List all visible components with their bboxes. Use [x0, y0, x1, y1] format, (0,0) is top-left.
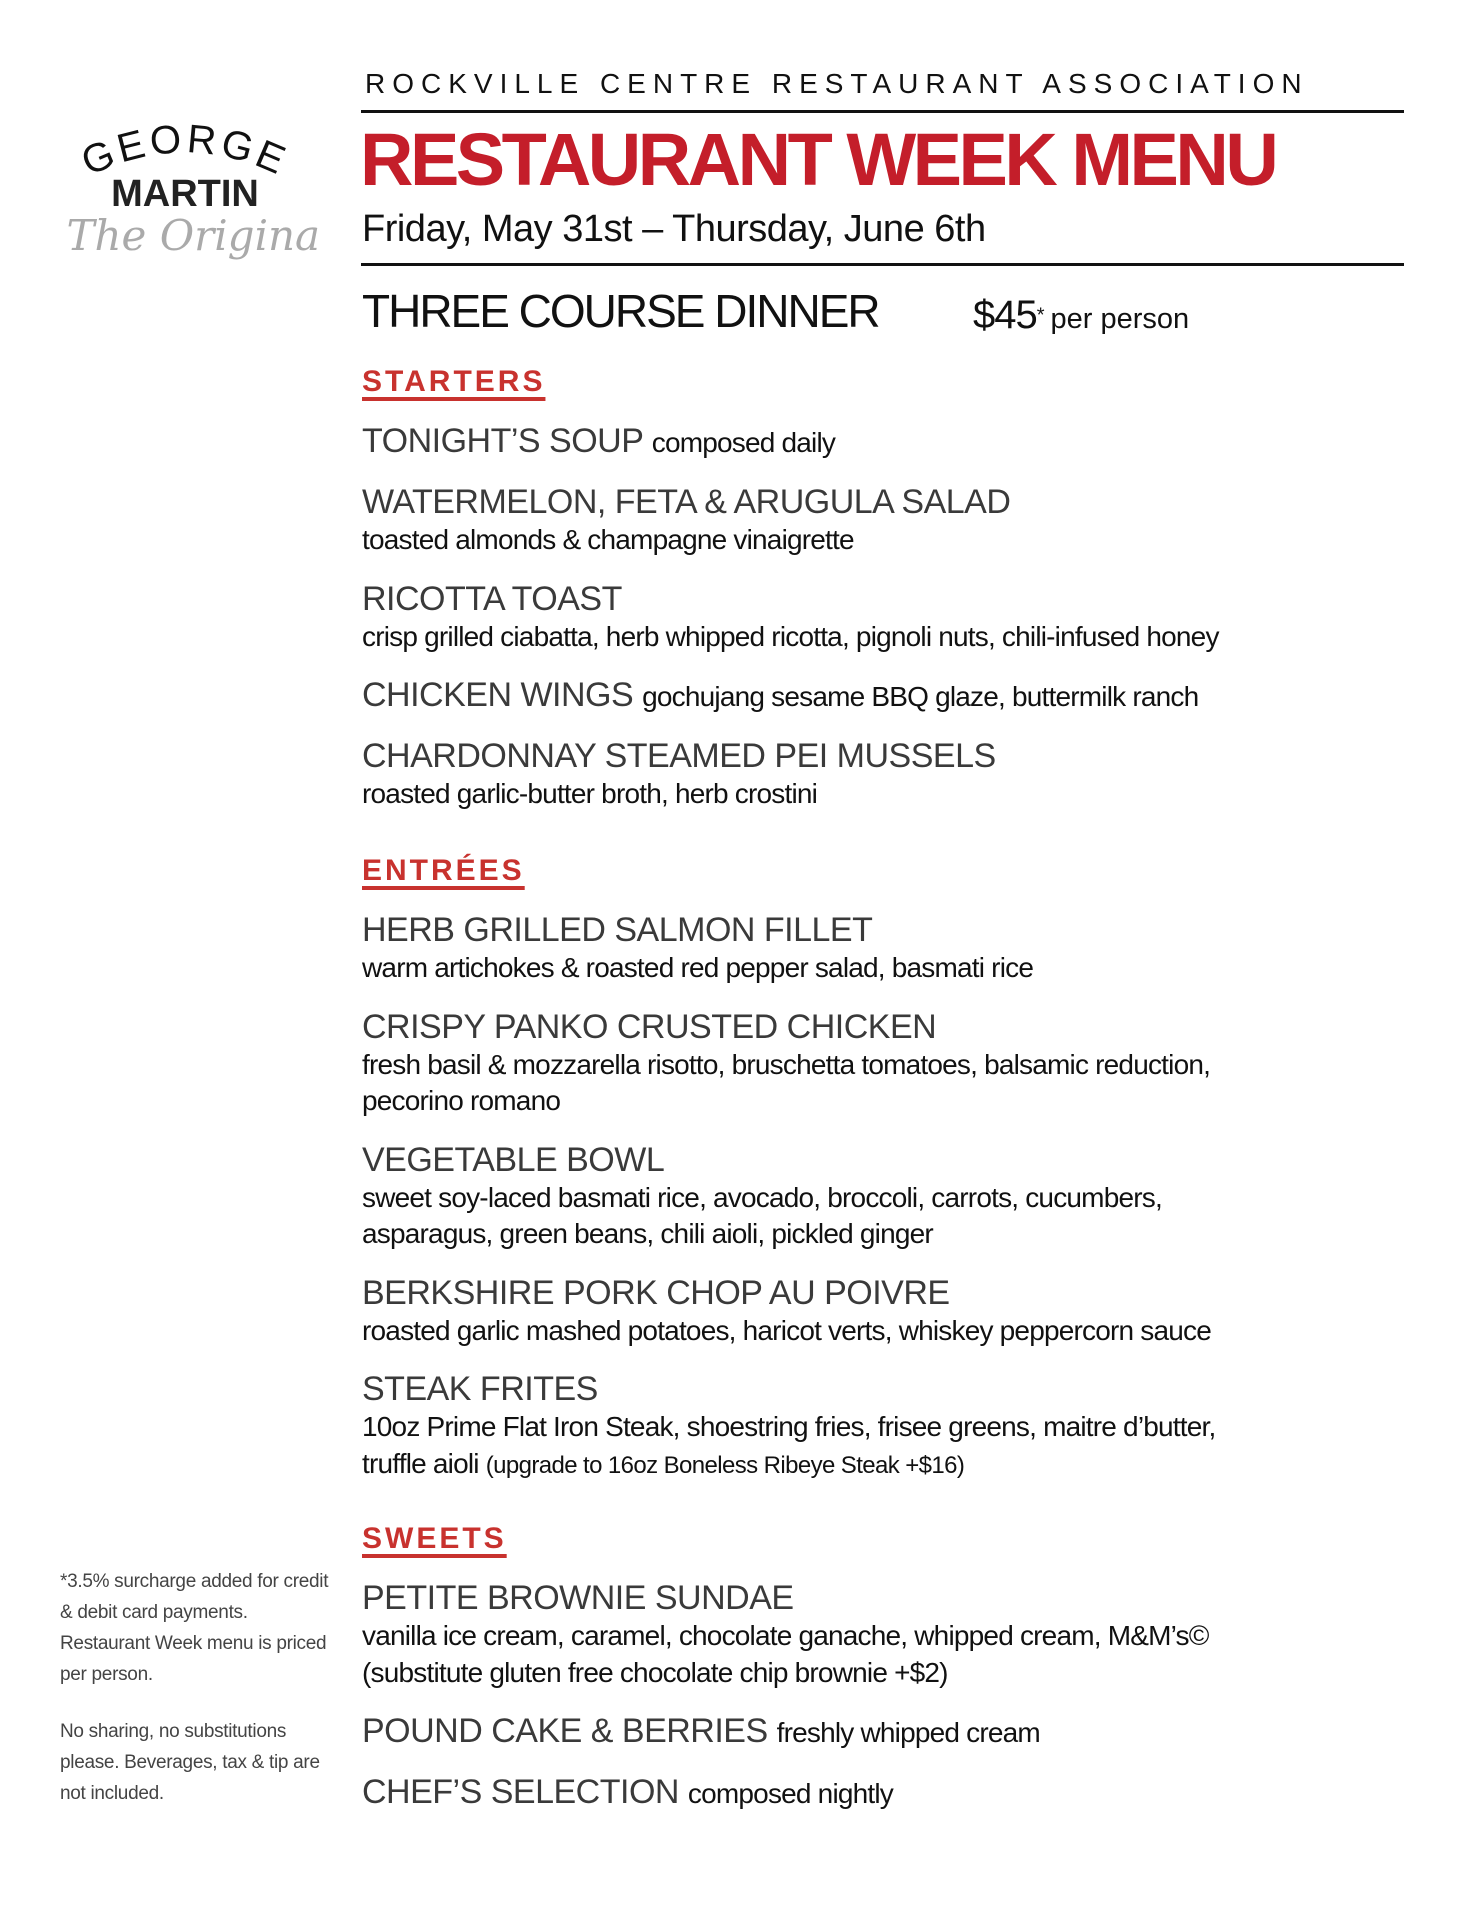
- price-value: $45: [973, 293, 1037, 337]
- item-description: truffle aioli: [362, 1447, 479, 1479]
- menu-item: [362, 1370, 1462, 1484]
- item-name: TONIGHT’S SOUP: [362, 422, 643, 460]
- item-name: POUND CAKE & BERRIES: [362, 1712, 768, 1750]
- item-description: composed daily: [651, 427, 836, 458]
- item-name: BERKSHIRE PORK CHOP AU POIVRE: [362, 1273, 950, 1312]
- item-description: asparagus, green beans, chili aioli, pickled ginger: [362, 1218, 933, 1249]
- item-description: crisp grilled ciabatta, herb whipped ricotta, pignoli nuts, chili-infused honey: [362, 620, 1219, 652]
- menu-item: [362, 1712, 1462, 1752]
- menu-item: [362, 1579, 1462, 1691]
- footnote-surcharge: *3.5% surcharge added for credit & debit card payments. Restaurant Week menu is priced per person.: [60, 1571, 329, 1685]
- item-name: STEAK FRITES: [362, 1370, 598, 1408]
- price-unit: per person: [1050, 303, 1190, 335]
- menu-section-sweets: [362, 1519, 1462, 1834]
- course-title: THREE COURSE DINNER: [362, 285, 879, 337]
- menu-section-entrees: [362, 851, 1462, 1505]
- item-name: CHEF’S SELECTION: [362, 1773, 679, 1811]
- item-name: HERB GRILLED SALMON FILLET: [362, 911, 873, 949]
- item-description: vanilla ice cream, caramel, chocolate ganache, whipped cream, M&M’s©: [362, 1620, 1209, 1651]
- item-note: (upgrade to 16oz Boneless Ribeye Steak +$16): [485, 1451, 965, 1479]
- item-name: VEGETABLE BOWL: [362, 1140, 665, 1179]
- menu-item: [362, 1141, 1462, 1253]
- association-name: ROCKVILLE CENTRE RESTAURANT ASSOCIATION: [365, 68, 1309, 99]
- menu-section-starters: [362, 362, 1462, 834]
- item-name: CHICKEN WINGS: [362, 676, 634, 714]
- item-description: pecorino romano: [362, 1085, 561, 1116]
- svg-text:MARTIN: MARTIN: [111, 173, 259, 215]
- george-martin-logo: [50, 120, 320, 280]
- item-name: WATERMELON, FETA & ARUGULA SALAD: [362, 483, 1011, 521]
- section-heading: STARTERS: [362, 365, 546, 398]
- header-rule-top: [361, 110, 1404, 113]
- item-description: roasted garlic mashed potatoes, haricot verts, whiskey peppercorn sauce: [362, 1314, 1212, 1346]
- item-description: composed nightly: [687, 1778, 894, 1809]
- item-description: warm artichokes & roasted red pepper salad, basmati rice: [362, 952, 1034, 983]
- svg-text:The Original: The Original: [66, 211, 320, 260]
- menu-item: [362, 676, 1462, 716]
- menu-item: [362, 737, 1462, 813]
- item-description: roasted garlic-butter broth, herb crostini: [362, 778, 818, 809]
- menu-item: [362, 1274, 1462, 1350]
- item-name: RICOTTA TOAST: [362, 579, 622, 618]
- date-range: Friday, May 31st – Thursday, June 6th: [362, 208, 986, 250]
- item-description: freshly whipped cream: [776, 1717, 1040, 1748]
- item-name: CRISPY PANKO CRUSTED CHICKEN: [362, 1007, 937, 1046]
- logo: [50, 120, 320, 280]
- section-heading: SWEETS: [362, 1522, 507, 1555]
- svg-text:GEORGE: GEORGE: [75, 120, 295, 185]
- footnote: [60, 1566, 330, 1835]
- menu-item: [362, 911, 1462, 987]
- menu-item: [362, 580, 1462, 656]
- section-heading: ENTRÉES: [362, 854, 525, 887]
- item-description: fresh basil & mozzarella risotto, bruschetta tomatoes, balsamic reduction,: [362, 1048, 1211, 1080]
- price-asterisk: *: [1036, 304, 1045, 327]
- item-description: sweet soy-laced basmati rice, avocado, broccoli, carrots, cucumbers,: [362, 1181, 1162, 1213]
- header-rule-bottom: [361, 263, 1404, 266]
- price: [973, 290, 1189, 349]
- item-description: 10oz Prime Flat Iron Steak, shoestring fries, frisee greens, maitre d’butter,: [362, 1411, 1216, 1442]
- item-name: PETITE BROWNIE SUNDAE: [362, 1579, 794, 1617]
- page-title: RESTAURANT WEEK MENU: [360, 118, 1276, 201]
- item-description: (substitute gluten free chocolate chip brownie +$2): [362, 1656, 948, 1688]
- footnote-policy: No sharing, no substitutions please. Beverages, tax & tip are not included.: [60, 1721, 320, 1804]
- menu-item: [362, 422, 1462, 462]
- menu-item: [362, 1773, 1462, 1813]
- menu-item: [362, 483, 1462, 559]
- menu-item: [362, 1008, 1462, 1120]
- item-description: gochujang sesame BBQ glaze, buttermilk ranch: [642, 681, 1199, 712]
- item-name: CHARDONNAY STEAMED PEI MUSSELS: [362, 737, 996, 775]
- item-description: toasted almonds & champagne vinaigrette: [362, 524, 854, 555]
